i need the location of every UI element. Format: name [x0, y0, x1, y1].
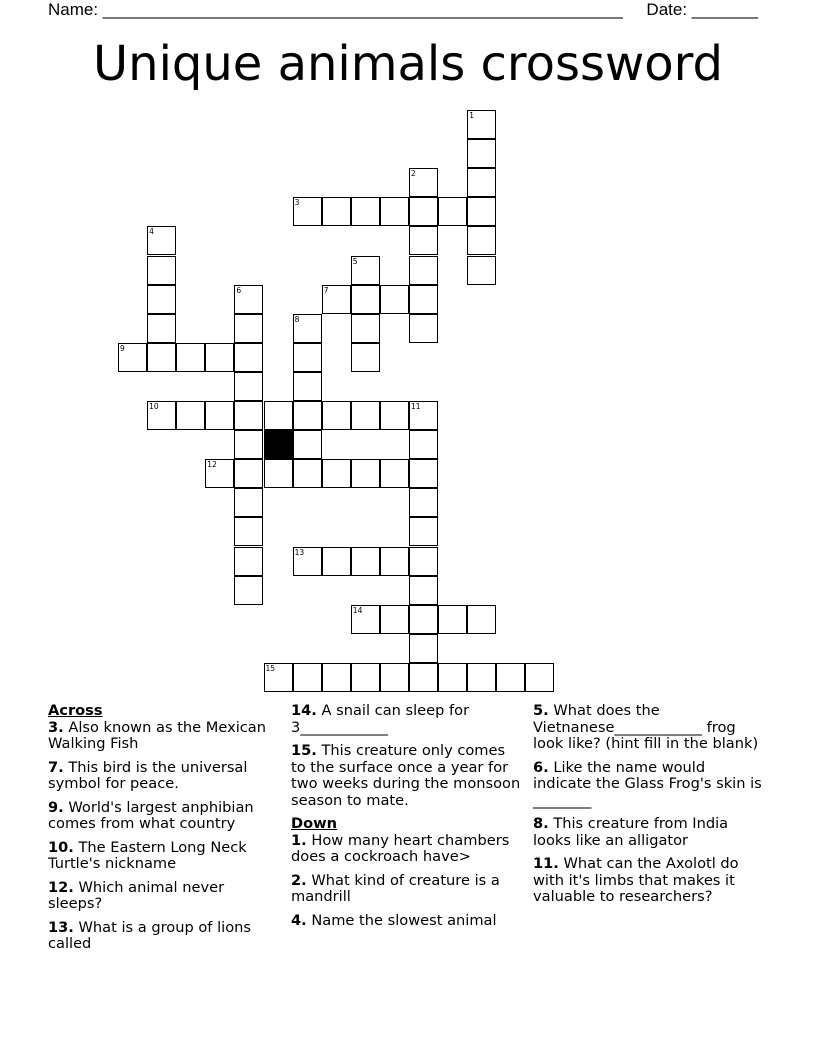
clue-column-1 — [48, 703, 278, 960]
clue-number-label: 2. — [291, 871, 307, 889]
grid-cell[interactable] — [293, 401, 322, 430]
grid-cell[interactable] — [380, 547, 409, 576]
grid-cell[interactable] — [409, 605, 438, 634]
clue-number-label: 10. — [48, 838, 74, 856]
across-clue — [291, 703, 521, 736]
grid-cell[interactable] — [205, 343, 234, 372]
grid-cell[interactable] — [409, 285, 438, 314]
grid-cell[interactable] — [234, 459, 263, 488]
grid-cell[interactable] — [409, 459, 438, 488]
grid-cell[interactable] — [525, 663, 554, 692]
page-title: Unique animals crossword — [93, 36, 723, 92]
clue-text: What can the Axolotl do with it's limbs that makes it valuable to researchers? — [533, 855, 739, 905]
clue-number: 7 — [323, 285, 329, 295]
grid-cell[interactable] — [409, 488, 438, 517]
grid-cell[interactable] — [234, 547, 263, 576]
across-clue — [48, 880, 278, 913]
clue-number-label: 7. — [48, 758, 64, 776]
grid-cell[interactable] — [438, 605, 467, 634]
grid-cell[interactable] — [205, 401, 234, 430]
grid-cell[interactable] — [380, 285, 409, 314]
clue-number: 5 — [352, 256, 358, 266]
clue-number-label: 12. — [48, 878, 74, 896]
clue-number: 2 — [411, 169, 416, 179]
grid-cell[interactable] — [147, 285, 176, 314]
grid-cell[interactable] — [409, 226, 438, 255]
grid-cell[interactable] — [322, 197, 351, 226]
clue-number: 12 — [207, 460, 217, 470]
grid-cell[interactable] — [322, 401, 351, 430]
clue-number: 10 — [149, 402, 159, 411]
grid-cell[interactable] — [322, 285, 351, 314]
across-clue — [48, 840, 278, 873]
grid-cell[interactable] — [409, 663, 438, 692]
grid-cell[interactable] — [147, 401, 176, 430]
grid-cell[interactable] — [351, 197, 380, 226]
grid-cell[interactable] — [264, 401, 293, 430]
clue-text: Like the name would indicate the Glass Frog's skin is ________ — [533, 758, 762, 809]
grid-cell[interactable] — [438, 197, 467, 226]
grid-cell[interactable] — [380, 663, 409, 692]
grid-cell[interactable] — [322, 459, 351, 488]
grid-cell[interactable] — [351, 256, 380, 285]
clue-text: Also known as the Mexican Walking Fish — [48, 718, 266, 752]
down-clue — [291, 833, 521, 866]
grid-cell[interactable] — [467, 226, 496, 255]
grid-cell[interactable] — [409, 197, 438, 226]
clue-number-label: 6. — [533, 758, 549, 776]
clue-text: World's largest anphibian comes from what country — [48, 798, 254, 832]
across-clue — [48, 760, 278, 793]
grid-cell[interactable] — [234, 343, 263, 372]
black-cell — [264, 430, 293, 459]
clue-number-label: 4. — [291, 911, 307, 929]
grid-cell[interactable] — [409, 256, 438, 285]
grid-cell[interactable] — [409, 168, 438, 197]
clue-text: Which animal never sleeps? — [48, 878, 225, 912]
grid-cell[interactable] — [351, 343, 380, 372]
down-clue — [533, 760, 763, 810]
grid-cell[interactable] — [380, 459, 409, 488]
clue-column-3 — [533, 703, 763, 913]
grid-cell[interactable] — [409, 576, 438, 605]
clue-text: How many heart chambers does a cockroach have> — [291, 831, 510, 865]
grid-cell[interactable] — [264, 663, 293, 692]
grid-cell[interactable] — [234, 401, 263, 430]
down-clue — [533, 816, 763, 849]
grid-cell[interactable] — [234, 430, 263, 459]
grid-cell[interactable] — [380, 605, 409, 634]
grid-cell[interactable] — [409, 517, 438, 546]
clue-text: What does the Vietnanese____________ frog look like? (hint fill in the blank) — [533, 702, 759, 752]
grid-cell[interactable] — [351, 314, 380, 343]
clue-text: What is a group of lions called — [48, 918, 251, 952]
grid-cell[interactable] — [380, 401, 409, 430]
grid-cell[interactable] — [205, 459, 234, 488]
clue-text: A snail can sleep for 3____________ — [291, 702, 470, 736]
grid-cell[interactable] — [351, 401, 380, 430]
clue-text: This creature from India looks like an alligator — [533, 815, 729, 849]
grid-cell[interactable] — [147, 256, 176, 285]
grid-cell[interactable] — [322, 547, 351, 576]
clue-number-label: 1. — [291, 831, 307, 849]
grid-cell[interactable] — [467, 197, 496, 226]
clue-text: What kind of creature is a mandrill — [291, 871, 500, 905]
clue-text: This bird is the universal symbol for peace. — [48, 758, 248, 792]
across-heading: Across — [48, 702, 103, 719]
down-heading: Down — [291, 815, 338, 832]
grid-cell[interactable] — [467, 139, 496, 168]
clue-number-label: 3. — [48, 718, 64, 736]
grid-cell[interactable] — [234, 488, 263, 517]
grid-cell[interactable] — [409, 547, 438, 576]
grid-cell[interactable] — [147, 343, 176, 372]
down-clue — [533, 856, 763, 906]
grid-cell[interactable] — [351, 285, 380, 314]
grid-cell[interactable] — [147, 314, 176, 343]
grid-cell[interactable] — [293, 663, 322, 692]
clue-number-label: 9. — [48, 798, 64, 816]
clue-number: 3 — [294, 198, 300, 208]
clue-text: The Eastern Long Neck Turtle's nickname — [48, 838, 247, 872]
clue-number: 14 — [352, 605, 363, 615]
grid-cell[interactable] — [293, 547, 322, 576]
grid-cell[interactable] — [409, 401, 438, 430]
grid-cell[interactable] — [380, 197, 409, 226]
grid-cell[interactable] — [467, 663, 496, 692]
grid-cell[interactable] — [234, 517, 263, 546]
down-clue — [291, 873, 521, 906]
clue-number-label: 14. — [291, 702, 317, 719]
across-clue — [48, 800, 278, 833]
clue-number: 8 — [294, 314, 300, 324]
grid-cell[interactable] — [496, 663, 525, 692]
clue-number: 11 — [411, 402, 421, 411]
clue-number: 6 — [236, 285, 242, 295]
grid-cell[interactable] — [322, 663, 351, 692]
clue-number-label: 15. — [291, 742, 317, 759]
clue-number-label: 5. — [533, 702, 549, 719]
grid-cell[interactable] — [467, 168, 496, 197]
clue-text: Name the slowest animal — [306, 911, 497, 929]
clue-number: 15 — [265, 663, 276, 673]
grid-cell[interactable] — [409, 314, 438, 343]
grid-cell[interactable] — [351, 459, 380, 488]
grid-cell[interactable] — [409, 430, 438, 459]
grid-cell[interactable] — [293, 197, 322, 226]
grid-cell[interactable] — [438, 663, 467, 692]
grid-cell[interactable] — [351, 547, 380, 576]
down-clue — [291, 913, 521, 930]
grid-cell[interactable] — [234, 372, 263, 401]
clue-number: 4 — [149, 227, 154, 237]
grid-cell[interactable] — [293, 430, 322, 459]
grid-cell[interactable] — [176, 401, 205, 430]
grid-cell[interactable] — [467, 256, 496, 285]
across-clue — [291, 743, 521, 809]
down-clue — [533, 703, 763, 753]
grid-cell[interactable] — [293, 459, 322, 488]
grid-cell[interactable] — [351, 605, 380, 634]
grid-cell[interactable] — [176, 343, 205, 372]
grid-cell[interactable] — [118, 343, 147, 372]
grid-cell[interactable] — [234, 576, 263, 605]
date-field[interactable]: Date: _______ — [646, 0, 758, 19]
across-clue — [48, 920, 278, 953]
clue-number: 9 — [120, 343, 125, 353]
clue-number-label: 13. — [48, 918, 74, 936]
clue-text: This creature only comes to the surface once a year for two weeks during the monsoon season to mate. — [291, 742, 521, 809]
grid-cell[interactable] — [467, 110, 496, 139]
clue-number: 13 — [294, 547, 305, 557]
name-field[interactable]: Name: _______________________________________________________ — [48, 0, 623, 19]
grid-cell[interactable] — [293, 343, 322, 372]
grid-cell[interactable] — [351, 663, 380, 692]
across-clue — [48, 720, 278, 753]
grid-cell[interactable] — [467, 605, 496, 634]
grid-cell[interactable] — [264, 459, 293, 488]
grid-cell[interactable] — [293, 372, 322, 401]
clue-number-label: 11. — [533, 855, 559, 872]
grid-cell[interactable] — [147, 226, 176, 255]
clue-number-label: 8. — [533, 815, 549, 832]
grid-cell[interactable] — [234, 314, 263, 343]
grid-cell[interactable] — [293, 314, 322, 343]
clue-column-2 — [291, 703, 521, 936]
grid-cell[interactable] — [409, 634, 438, 663]
clue-number: 1 — [469, 111, 474, 120]
grid-cell[interactable] — [234, 285, 263, 314]
